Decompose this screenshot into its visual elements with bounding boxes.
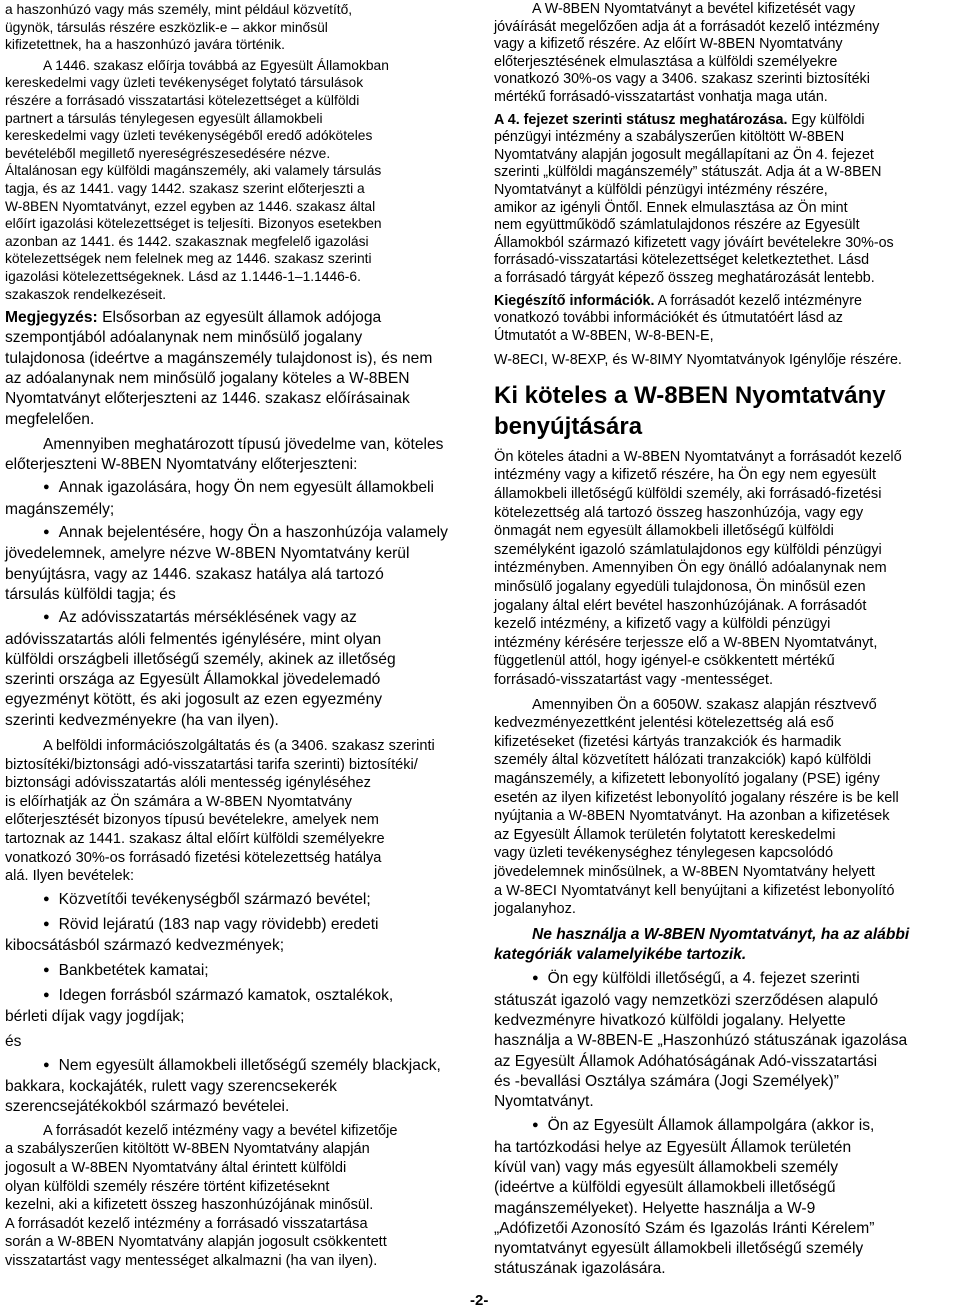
text-line: A forrásadót kezelő intézmény vagy a bevétel kifizetője — [43, 1122, 398, 1139]
text-line: kötelezettség alá tartozó összeg haszonhúzója, vagy egy — [494, 504, 864, 521]
text-line: A belföldi információszolgáltatás és (a 3406. szakasz szerinti — [43, 738, 435, 755]
text-line: kívül van) vagy más egyesült államokbeli személy — [494, 1158, 839, 1176]
text-line: biztonsági adóvisszatartás alóli mentesség igényléséhez — [5, 775, 371, 792]
status-paragraph — [494, 112, 956, 288]
text-line: minősülő jogalany egyedüli tulajdonosa, Ön minősül ezen — [494, 579, 866, 596]
text-line: biztosítéki/biztonsági adó-visszatartási tarifa szerinti) biztosítéki/ — [5, 756, 418, 773]
text-line: W-8BEN Nyomtatványt, ezzel egyben az 1446. szakasz által — [5, 198, 376, 214]
text-line: szerencsejátékokból származó bevételei. — [5, 1098, 290, 1116]
text-line: Államokból származó kifizetett vagy jóváírt bevételekre 30%-os — [494, 234, 894, 251]
text-line: bakkara, kockajáték, rulett vagy szerencsekerék — [5, 1078, 337, 1096]
paragraph-partnership-1446 — [5, 57, 460, 303]
bullet-item — [5, 523, 460, 605]
text-line: kifizetettnek, ha a haszonhúzó javára történik. — [5, 37, 285, 53]
text-line: kereskedelmi vagy üzleti tevékenységet folytató társulások — [5, 75, 364, 91]
text-line: nem együttműködő számlatulajdonos részére az Egyesült — [494, 217, 860, 234]
text-line: intézményben. Amennyiben Ön egy önálló adóalanynak nem — [494, 560, 887, 577]
extra-label: Kiegészítő információk. — [494, 292, 655, 309]
text-line: Nyomtatványt a külföldi pénzügyi intézmény részére, — [494, 181, 828, 198]
paragraph-continuation — [5, 1, 460, 54]
text-line: előírt igazolási kötelezettséget is teljesíti. Bizonyos esetekben — [5, 216, 382, 232]
text-line: Amennyiben meghatározott típusú jövedelme van, köteles — [43, 435, 444, 453]
income-item — [5, 1056, 460, 1118]
text-line: mértékű forrásadó-visszatartást vonhatja maga után. — [494, 88, 828, 105]
text-line: Amennyiben Ön a 6050W. szakasz alapján résztvevő — [532, 696, 877, 713]
text-line: a haszonhúzó vagy más személy, mint például közvetítő, — [5, 2, 353, 17]
text-line: ● Ön az Egyesült Államok állampolgára (akkor is, — [494, 1116, 956, 1137]
text-line: kibocsátásból származó kedvezmények; — [5, 937, 285, 955]
text-line: ● Bankbetétek kamatai; — [5, 961, 460, 982]
text-line: jogalanyhoz. — [494, 901, 576, 918]
text-line: vagy üzleti tevékenységhez ténylegesen kapcsolódó — [494, 845, 834, 862]
text-line: jövedelemnek, amelyre nézve W-8BEN Nyomtatvány kerül — [5, 545, 410, 563]
text-line: ● Rövid lejáratú (183 nap vagy rövidebb) eredeti — [5, 915, 460, 936]
text-line: ● Idegen forrásból származó kamatok, osztalékok, — [5, 986, 460, 1007]
text-line: ha tartózkodási helye az Egyesült Államok területén — [494, 1138, 852, 1156]
text-line: kereskedelmi vagy üzleti tevékenységéből eredő adóköteles — [5, 128, 373, 144]
text-line: tulajdonosa (ideértve a magánszemély tulajdonost is), és nem — [5, 349, 433, 367]
section-heading — [494, 380, 956, 442]
text-line: kezelni, aki a kifizetett összeg haszonhúzójának minősül. — [5, 1197, 374, 1214]
text-line: részére a forrásadó visszatartási kötelezettséget a külföldi — [5, 92, 360, 108]
text-line: státuszának igazolására. — [494, 1260, 666, 1278]
income-item — [5, 961, 460, 982]
extra-last-line: W-8ECI, W-8EXP, és W-8IMY Nyomtatványok Igénylője részére. — [494, 352, 902, 369]
text-line: bérleti díjak vagy jogdíjak; — [5, 1008, 185, 1026]
text-line: kedvezményre hivatkozó külföldi jogalany. Helyette — [494, 1011, 846, 1029]
text-line: során a W-8BEN Nyomtatvány alapján jogosult csökkentett — [5, 1234, 387, 1251]
bullet-item — [5, 478, 460, 520]
text-line: előterjesztését bizonyos típusú bevételekre, amelyek nem — [5, 812, 379, 829]
text-line: szerinti „külföldi magánszemély” státuszát. Adja át a W-8BEN — [494, 164, 882, 181]
text-line: előterjeszteni W-8BEN Nyomtatvány előterjeszteni: — [5, 456, 358, 474]
text-line: az adóalanynak nem minősülő jogalany köteles a W-8BEN — [5, 369, 410, 387]
extra-text: A forrásadót kezelő intézményre — [654, 292, 862, 309]
text-line: Általánosan egy külföldi magánszemély, aki valamely társulás — [5, 163, 382, 179]
text-line: ügynök, társulás részére eszközlik-e – akkor minősül — [5, 19, 328, 35]
text-line: személyként igazoló számlatulajdonos egy külföldi pénzügyi — [494, 541, 882, 558]
income-item — [5, 915, 460, 957]
note-paragraph — [5, 308, 460, 430]
text-line: államokbeli illetőségű külföldi személy, aki forrásadó-fizetési — [494, 486, 882, 503]
text-line: a forrásadó tárgyát képező összeg meghatározását lentebb. — [494, 269, 875, 286]
text-line: vagy a kifizető részére. Az előírt W-8BEN Nyomtatvány — [494, 36, 843, 53]
text-line: Ön köteles átadni a W-8BEN Nyomtatványt a forrásadót kezelő — [494, 448, 902, 465]
text-line: Útmutatót a W-8BEN, W-8-BEN-E, — [494, 327, 714, 344]
note-label: Megjegyzés: — [5, 309, 98, 327]
text-line: tartoznak az 1441. szakasz által előírt külföldi személyekre — [5, 831, 385, 847]
dont-use-notice — [494, 925, 956, 966]
text-line: kötelezettségek nem felelnek meg az 1446. szakasz szerinti — [5, 251, 372, 267]
text-line: A 1446. szakasz előírja továbbá az Egyesült Államokban — [43, 57, 389, 73]
text-line: jóváírását megelőzően adja át a forrásadót kezelő intézmény — [494, 18, 880, 35]
text-line: ● Ön egy külföldi illetőségű, a 4. fejezet szerinti — [494, 969, 956, 990]
text-line: használja a W-8BEN-E „Haszonhúzó státuszának igazolása — [494, 1032, 908, 1050]
text-line: ● Az adóvisszatartás mérséklésének vagy az — [5, 608, 460, 629]
text-line: szempontjából adóalanynak nem minősülő jogalany — [5, 329, 363, 347]
text-line: szerinti országa az Egyesült Államokkal jövedelemadó — [5, 671, 381, 689]
income-item — [5, 986, 460, 1028]
text-line: bevételéből megillető nyereségrészesedésére nézve. — [5, 145, 331, 161]
page-number: -2- — [470, 1292, 489, 1309]
text-line: jogosult a W-8BEN Nyomtatvány által érintett külföldi — [5, 1159, 347, 1176]
text-line: nyújtania a W-8BEN Nyomtatványt. Ha azonban a kifizetések — [494, 808, 890, 825]
text-line: A W-8BEN Nyomtatványt a bevétel kifizetését vagy — [532, 1, 856, 17]
text-line: benyújtására — [494, 412, 643, 440]
text-line: A forrásadót kezelő intézmény a forrásadó visszatartása — [5, 1215, 368, 1232]
text-line: társulás külföldi tagja; és — [5, 585, 176, 603]
text-line: önmagát nem egyesült államokbeli illetőségű külföldi — [494, 523, 834, 540]
text-line: magánszemély, a kifizetett lebonyolító jogalany (PSE) igény — [494, 770, 880, 787]
paragraph-submission — [494, 1, 956, 107]
text-line: a szabályszerűen kitöltött W-8BEN Nyomtatvány alapján — [5, 1141, 370, 1158]
text-line: pénzügyi intézmény a szabályszerűen kitöltött W-8BEN — [494, 129, 845, 146]
left-column — [5, 0, 460, 1271]
text-line: függetlenül attól, hogy igényel-e csökkentett mértékű — [494, 653, 835, 670]
text-line: (ideértve a külföldi egyesült államokbeli illetőségű — [494, 1179, 836, 1197]
text-line: Ne használja a W-8BEN Nyomtatványt, ha az alábbi — [532, 925, 910, 943]
text-line: Nyomtatványt. — [494, 1093, 594, 1111]
extra-info-paragraph — [494, 293, 956, 370]
text-line: intézmény kérésére terjessze elő a W-8BEN Nyomtatványt, — [494, 634, 878, 651]
text-line: visszatartást vagy mentességet alkalmazni (ha van ilyen). — [5, 1252, 378, 1269]
text-line: adóvisszatartás alóli felmentés igénylésére, mint olyan — [5, 630, 382, 648]
text-line: státuszát igazoló vagy nemzetközi szerződésen alapuló — [494, 991, 878, 1009]
text-line: szakaszok rendelkezéseit. — [5, 286, 167, 302]
text-line: alá. Ilyen bevételek: — [5, 868, 134, 885]
text-line: jogalany által elért bevétel haszonhúzójának. A forrásadót — [494, 597, 867, 614]
status-label: A 4. fejezet szerinti státusz meghatározása. — [494, 111, 788, 128]
text-line: partnert a társulás ténylegesen egyesült államokbeli — [5, 110, 323, 126]
text-line: ● Nem egyesült államokbeli illetőségű személy blackjack, — [5, 1056, 460, 1077]
text-line: kedvezményezettként jelentési kötelezettség alá eső — [494, 715, 834, 732]
paragraph-6050w — [494, 696, 956, 919]
bullet-item — [494, 1116, 956, 1279]
text-line: az Egyesült Államok Adóhatóságának Adó-visszatartási — [494, 1052, 878, 1070]
text-line: ● Közvetítői tevékenységből származó bevétel; — [5, 890, 460, 911]
text-line: Nyomtatványt előterjeszteni az 1446. szakasz előírásainak — [5, 390, 410, 408]
text-line: forrásadó-visszatartási kötelezettséget keletkeztethet. Lásd — [494, 252, 870, 269]
text-line: vonatkozó 30%-os forrásadó fizetési kötelezettség hatálya — [5, 849, 382, 866]
text-line: magánszemély; — [5, 500, 115, 518]
text-line: benyújtásra, vagy az 1446. szakasz hatálya alá tartozó — [5, 565, 384, 583]
text-line: személy által közvetített hálózati tranzakciók) kapó külföldi — [494, 752, 872, 769]
text-line: intézmény vagy a kifizető részére, ha Ön egy nem egyesült — [494, 467, 877, 484]
paragraph-income-types — [5, 435, 460, 476]
paragraph-who-must-submit — [494, 448, 956, 690]
income-item — [5, 890, 460, 911]
text-line: magánszemélyeket). Helyette használja a W-9 — [494, 1199, 816, 1217]
text-line: egyezményt kötött, és aki jogosult az ezen egyezmény — [5, 691, 383, 709]
status-text: Egy külföldi — [787, 111, 865, 128]
text-line: szerinti kedvezményekre (ha van ilyen). — [5, 711, 279, 729]
text-line: Ki köteles a W-8BEN Nyomtatvány — [494, 381, 886, 409]
text-line: olyan külföldi személy részére történt kifizetéseknt — [5, 1178, 330, 1195]
text-line: előterjesztésének elmulasztása a külföldi személyekre — [494, 53, 838, 70]
text-line: kezelő intézmény, a kifizető vagy a külföldi pénzügyi — [494, 616, 831, 633]
right-column — [494, 0, 956, 1280]
and-word: és — [5, 1032, 22, 1050]
text-line: a W-8ECI Nyomtatványt kell benyújtani a kifizetést lebonyolító — [494, 882, 895, 899]
text-line: tagja, és az 1441. vagy 1442. szakasz szerint előterjeszti a — [5, 180, 365, 196]
text-line: vonatkozó 30%-os vagy a 3406. szakasz szerinti biztosítéki — [494, 71, 870, 88]
text-line: megfelelően. — [5, 410, 95, 428]
text-line: és -bevallási Osztálya számára (Jogi Személyek)” — [494, 1072, 839, 1090]
text-line: az Egyesült Államok területén folytatott kereskedelmi — [494, 826, 836, 843]
text-line: vonatkozó további információkét és útmutatóért lásd az — [494, 310, 843, 327]
text-line: kategóriák valamelyikébe tartozik. — [494, 946, 747, 964]
bullet-item — [494, 969, 956, 1112]
paragraph-withholding-agent — [5, 1122, 460, 1271]
text-line: ● Annak igazolására, hogy Ön nem egyesült államokbeli — [5, 478, 460, 499]
text-line: azonban az 1441. és 1442. szakasznak megfelelő igazolási — [5, 233, 369, 249]
paragraph-backup-withholding — [5, 737, 460, 886]
text-line: forrásadó-visszatartást vagy -mentességet. — [494, 672, 774, 688]
text-line: kifizetéseket (fizetési kártyás tranzakciók és harmadik — [494, 733, 842, 750]
text-line: „Adófizetői Azonosító Szám és Igazolás Iránti Kérelem” — [494, 1219, 875, 1237]
text-line: amikor az igényli Öntől. Ennek elmulasztása az Ön mint — [494, 199, 848, 216]
text-line: igazolási kötelezettségeknek. Lásd az 1.1446-1–1.1446-6. — [5, 268, 361, 284]
bullet-item — [5, 608, 460, 731]
text-line: is előírhatják az Ön számára a W-8BEN Nyomtatvány — [5, 793, 352, 810]
text-line: Nyomtatvány alapján jogosult megállapítani az Ön 4. fejezet — [494, 146, 874, 163]
text-line: külföldi országbeli illetőségű személy, akinek az illetőség — [5, 650, 396, 668]
text-line: jövedelemnek minősülnek, a W-8BEN Nyomtatvány helyett — [494, 863, 875, 880]
text-line: nyomtatványt egyesült államokbeli illetőségű személy — [494, 1240, 864, 1258]
note-text: Elsősorban az egyesült államok adójoga — [97, 309, 382, 327]
text-line: esetén az ilyen kifizetést lebonyolító jogalany részére is be kell — [494, 789, 899, 806]
text-line: ● Annak bejelentésére, hogy Ön a haszonhúzója valamely — [5, 523, 460, 544]
